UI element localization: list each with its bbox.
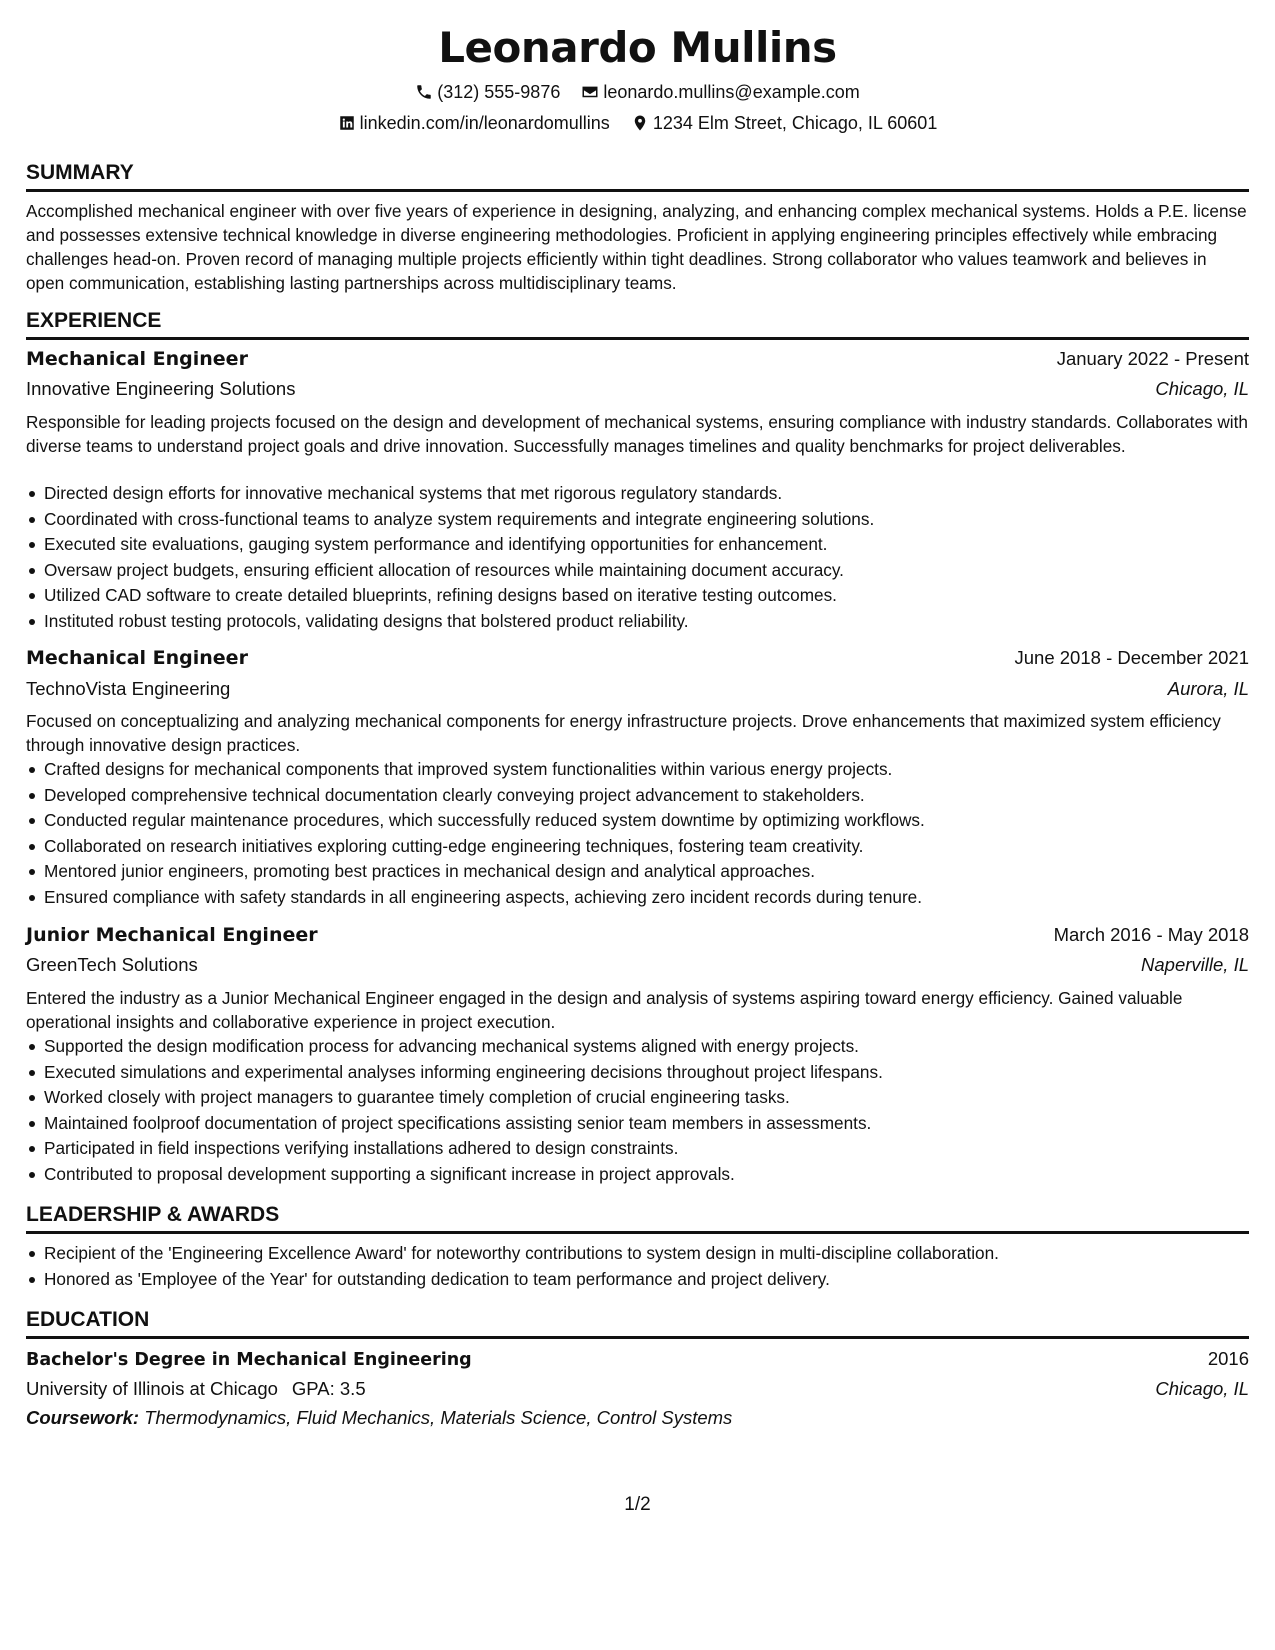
company-name: GreenTech Solutions	[26, 954, 198, 975]
school-line	[26, 1376, 366, 1402]
awards-heading: LEADERSHIP & AWARDS	[26, 1202, 1249, 1234]
bullet-item: Worked closely with project managers to guarantee timely completion of crucial engineering tasks.	[44, 1085, 1249, 1111]
job-bullets	[26, 481, 1249, 635]
job-dates: January 2022 - Present	[1056, 348, 1249, 369]
page-number: 1/2	[624, 1494, 651, 1515]
linkedin-contact[interactable]	[338, 111, 610, 135]
contact-row-1	[26, 80, 1249, 107]
job-location: Naperville, IL	[1141, 954, 1249, 975]
school-location: Chicago, IL	[1155, 1378, 1249, 1399]
bullet-item: Maintained foolproof documentation of project specifications assisting senior team members in assessments.	[44, 1111, 1249, 1137]
job-description: Focused on conceptualizing and analyzing mechanical components for energy infrastructure projects. Drove enhancements that maximized system efficiency through innovative design practices.	[26, 711, 1221, 755]
school-name: University of Illinois at Chicago	[26, 1378, 278, 1399]
email-address[interactable]: leonardo.mullins@example.com	[603, 82, 860, 102]
bullet-item: Instituted robust testing protocols, validating designs that bolstered product reliability.	[44, 609, 1249, 635]
phone-contact	[415, 80, 560, 104]
bullet-item: Utilized CAD software to create detailed blueprints, refining designs based on iterative testing outcomes.	[44, 583, 1249, 609]
summary-text: Accomplished mechanical engineer with over five years of experience in designing, analyzing, and enhancing complex mechanical systems. Holds a P.E. license and possesses extensive technical knowledge in diverse engineering methodologies. Proficient in applying engineering principles effectively while embracing challenges head-on. Proven record of managing multiple projects efficiently within tight deadlines. Strong collaborator who values teamwork and believes in open communication, establishing lasting partnerships across multidisciplinary teams.	[26, 201, 1247, 293]
envelope-icon	[581, 83, 599, 101]
resume-page	[26, 0, 1249, 1650]
job-location: Aurora, IL	[1167, 678, 1249, 699]
contact-row-2	[26, 111, 1249, 138]
map-pin-icon	[631, 114, 649, 132]
job-dates: March 2016 - May 2018	[1053, 924, 1249, 945]
bullet-item: Developed comprehensive technical documentation clearly conveying project advancement to stakeholders.	[44, 783, 1249, 809]
phone-icon	[415, 83, 433, 101]
bullet-item: Collaborated on research initiatives exploring cutting-edge engineering techniques, fostering team creativity.	[44, 834, 1249, 860]
address-contact	[631, 111, 938, 135]
candidate-name: Leonardo Mullins	[438, 23, 837, 72]
award-item: Recipient of the 'Engineering Excellence Award' for noteworthy contributions to system design in multi-discipline collaboration.	[44, 1241, 1249, 1267]
job-title: Mechanical Engineer	[26, 348, 248, 370]
email-contact[interactable]	[581, 80, 859, 104]
job-description: Entered the industry as a Junior Mechanical Engineer engaged in the design and analysis of systems aspiring toward energy efficiency. Gained valuable operational insights and collaborative experience in project execution.	[26, 988, 1183, 1032]
bullet-item: Directed design efforts for innovative mechanical systems that met rigorous regulatory standards.	[44, 481, 1249, 507]
job-title: Junior Mechanical Engineer	[26, 924, 318, 946]
bullet-item: Supported the design modification process for advancing mechanical systems aligned with energy projects.	[44, 1034, 1249, 1060]
job-title: Mechanical Engineer	[26, 647, 248, 669]
job-dates: June 2018 - December 2021	[1014, 647, 1249, 668]
coursework-line	[26, 1405, 732, 1431]
degree-title: Bachelor's Degree in Mechanical Engineering	[26, 1350, 472, 1370]
phone-number: (312) 555-9876	[437, 82, 561, 102]
bullet-item: Conducted regular maintenance procedures, which successfully reduced system downtime by optimizing workflows.	[44, 808, 1249, 834]
award-item: Honored as 'Employee of the Year' for outstanding dedication to team performance and project delivery.	[44, 1267, 1249, 1293]
linkedin-url[interactable]: linkedin.com/in/leonardomullins	[359, 113, 610, 133]
job-description: Responsible for leading projects focused on the design and development of mechanical systems, ensuring compliance with industry standards. Collaborates with diverse teams to understand project goals and drive innovation. Successfully manages timelines and quality benchmarks for project deliverables.	[26, 412, 1248, 456]
graduation-year: 2016	[1207, 1348, 1249, 1369]
education-heading: EDUCATION	[26, 1307, 1249, 1339]
bullet-item: Participated in field inspections verifying installations adhered to design constraints.	[44, 1136, 1249, 1162]
bullet-item: Crafted designs for mechanical components that improved system functionalities within various energy projects.	[44, 757, 1249, 783]
bullet-item: Contributed to proposal development supporting a significant increase in project approvals.	[44, 1162, 1249, 1188]
company-name: TechnoVista Engineering	[26, 678, 231, 699]
bullet-item: Coordinated with cross-functional teams to analyze system requirements and integrate engineering solutions.	[44, 507, 1249, 533]
bullet-item: Ensured compliance with safety standards in all engineering aspects, achieving zero incident records during tenure.	[44, 885, 1249, 911]
experience-heading: EXPERIENCE	[26, 308, 1249, 340]
company-name: Innovative Engineering Solutions	[26, 378, 296, 399]
coursework-label: Coursework:	[26, 1407, 140, 1428]
coursework-list: Thermodynamics, Fluid Mechanics, Materials Science, Control Systems	[144, 1407, 733, 1428]
gpa: GPA: 3.5	[291, 1378, 366, 1399]
job-bullets	[26, 757, 1249, 911]
bullet-item: Executed site evaluations, gauging system performance and identifying opportunities for enhancement.	[44, 532, 1249, 558]
street-address: 1234 Elm Street, Chicago, IL 60601	[652, 113, 938, 133]
job-location: Chicago, IL	[1155, 378, 1249, 399]
linkedin-icon	[338, 114, 356, 132]
awards-list	[26, 1241, 1249, 1292]
bullet-item: Executed simulations and experimental analyses informing engineering decisions throughout project lifespans.	[44, 1060, 1249, 1086]
job-bullets	[26, 1034, 1249, 1188]
bullet-item: Oversaw project budgets, ensuring efficient allocation of resources while maintaining document accuracy.	[44, 558, 1249, 584]
bullet-item: Mentored junior engineers, promoting best practices in mechanical design and analytical approaches.	[44, 859, 1249, 885]
summary-heading: SUMMARY	[26, 160, 1249, 192]
